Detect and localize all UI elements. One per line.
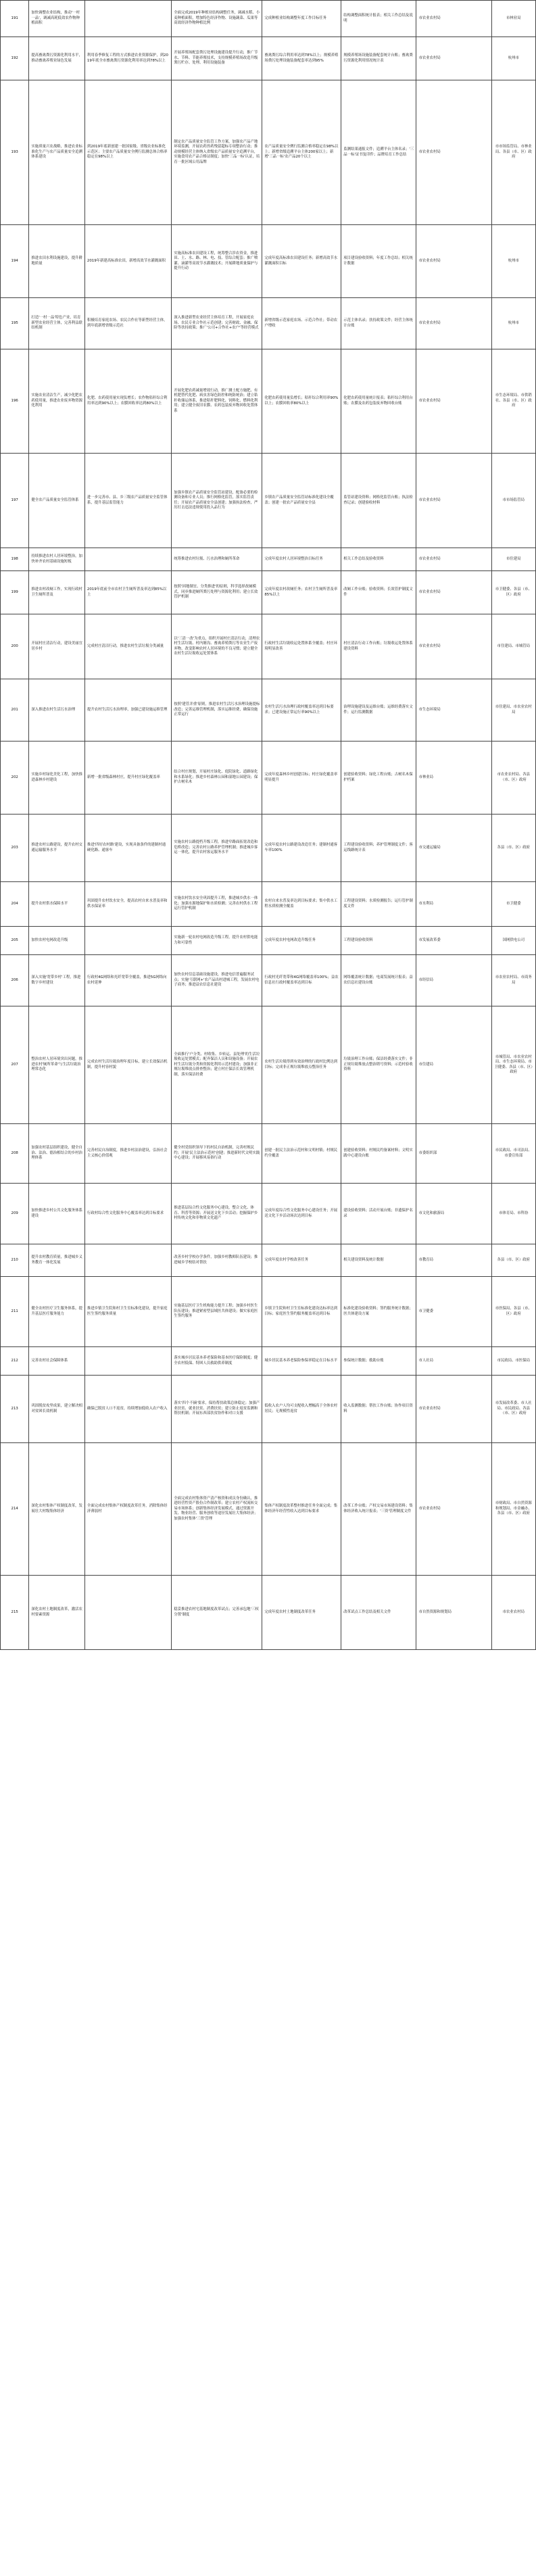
cell-goal: 完成年度农村学校改善任务 xyxy=(262,1244,341,1277)
cell-resp: 市卫健委、各县（市、区）政府 xyxy=(491,571,535,614)
cell-lead: 市交通运输局 xyxy=(416,815,491,882)
cell-acceptance: 相关工作总结及验收资料 xyxy=(341,548,416,571)
cell-goal: 低收入农户人均可支配收入增幅高于全体农村居民；无规模性返贫 xyxy=(262,1376,341,1443)
cell-goal: 完成年度高标准农田建设任务；新增高效节水灌溉面积目标 xyxy=(262,225,341,298)
cell-resp: 市医保局、各县（市、区）政府 xyxy=(491,1277,535,1347)
cell-task: 实施质量兴农战略，推进农业标准化生产与农产品质量安全追溯体系建设 xyxy=(29,80,85,225)
cell-lead: 市委组织部 xyxy=(416,1124,491,1184)
cell-no: 208 xyxy=(1,1124,29,1184)
table-row xyxy=(1,679,536,742)
cell-goal: 完成种植业结构调整年度工作目标任务 xyxy=(262,1,341,37)
cell-resp: 市体育局、市科协 xyxy=(491,1184,535,1244)
cell-goal: 行政村生活垃圾收运处置体系全覆盖；村庄环境明显改善 xyxy=(262,614,341,679)
cell-resp: 各县（市、区）政府 xyxy=(491,1244,535,1277)
cell-acceptance: 村庄清洁行动工作台账；垃圾收运处置体系建设资料 xyxy=(341,614,416,679)
cell-no: 215 xyxy=(1,1576,29,1650)
cell-goal: 完成年度农村改厕任务；农村卫生厕所普及率85%以上 xyxy=(262,571,341,614)
cell-acceptance: 改革工作台账；产权交易市场建设资料；集体经济收入统计报表；'三资'管理制度文件 xyxy=(341,1443,416,1576)
cell-target: 推进乡镇卫生院和村卫生室标准化建设，提升家庭医生签约服务质量 xyxy=(84,1277,171,1347)
table-row xyxy=(1,37,536,80)
cell-task: 提升农村教育质量，推进城乡义务教育一体化发展 xyxy=(29,1244,85,1277)
cell-resp: 市卫健委 xyxy=(491,882,535,927)
cell-resp: 市农业农村局、市商务局 xyxy=(491,955,535,1006)
cell-task: 推进农村改厕工作，实现行政村卫生厕所普及 xyxy=(29,571,85,614)
cell-resp: 杭州市 xyxy=(491,298,535,349)
table-row xyxy=(1,454,536,548)
cell-target xyxy=(84,1,171,37)
cell-target xyxy=(84,1347,171,1376)
cell-acceptance: 建设验收资料；活动开展台账；非遗保护名录 xyxy=(341,1184,416,1244)
cell-task: 加快农村电网改造升级 xyxy=(29,927,85,955)
cell-task: 加强农村基层组织建设，健全自治、法治、德治相结合的乡村治理体系 xyxy=(29,1124,85,1184)
table-row xyxy=(1,1244,536,1277)
cell-goal: 化肥农药使用量负增长；秸秆综合利用率90%以上；农膜回收率80%以上 xyxy=(262,349,341,454)
cell-lead: 市发展改革委 xyxy=(416,927,491,955)
cell-goal: 完成年度农村人居环境整治目标任务 xyxy=(262,548,341,571)
cell-resp: 杭州市 xyxy=(491,225,535,298)
cell-measures: 加强乡镇农产品质量安全监管站建设，配备必要的检测设备和专业人员；推行网格化监管，落实监管责任；开展农产品质量安全县创建；加强执法检查，严厉打击违法违规使用投入品行为 xyxy=(172,454,262,548)
cell-target: 巩固提升农村饮水安全，提高农村自来水普及率和供水保证率 xyxy=(84,882,171,927)
cell-acceptance: 监测结果通报文件；追溯平台主体名录；'三品一标'证书复印件；品牌培育工作总结 xyxy=(341,80,416,225)
cell-no: 195 xyxy=(1,298,29,349)
cell-task: 提高畜禽粪污资源化利用水平，推动畜禽养殖业绿色发展 xyxy=(29,37,85,80)
cell-measures: 实施农村饮水安全巩固提升工程，推进城乡供水一体化；加强水源地保护和水质检测；完善农村供水工程运行管护机制 xyxy=(172,882,262,927)
table-row xyxy=(1,225,536,298)
cell-acceptance: 规模养殖场设施装备配套统计台账；畜禽粪污资源化利用情况统计表 xyxy=(341,37,416,80)
cell-acceptance: 项目建设验收资料；年度工作总结；相关统计数据 xyxy=(341,225,416,298)
cell-target: 提升农村生活污水治理率，加强已建设施运维管理 xyxy=(84,679,171,742)
table-row xyxy=(1,1576,536,1650)
cell-measures: 改善乡村学校办学条件，加强乡村教师队伍建设；推进城乡学校结对帮扶 xyxy=(172,1244,262,1277)
cell-no: 199 xyxy=(1,571,29,614)
cell-measures: 实施新一轮农村电网改造升级工程，提升农村供电能力和可靠性 xyxy=(172,927,262,955)
cell-measures: 实施基层医疗卫生机构能力提升工程；加强乡村医生队伍建设；推进紧密型县域医共体建设；做实家庭医生签约服务 xyxy=(172,1277,262,1347)
cell-no: 194 xyxy=(1,225,29,298)
cell-no: 207 xyxy=(1,1006,29,1124)
cell-resp: 市发展改革委、市人社局、市民政局、各县（市、区）政府 xyxy=(491,1376,535,1443)
cell-measures: 按照'建管并重'原则，推进农村生活污水治理设施提标改造；完善运维管理机制，落实运维经费，确保设施正常运行 xyxy=(172,679,262,742)
cell-task: 实施农业清洁生产，减少化肥农药使用量，推进农业废弃物资源化利用 xyxy=(29,349,85,454)
table-row xyxy=(1,1277,536,1347)
cell-measures: 稳妥推进农村宅基地制度改革试点；完善承包地'三权分置'制度 xyxy=(172,1576,262,1650)
cell-resp: 市生态环境局、市供销社、各县（市、区）政府 xyxy=(491,349,535,454)
cell-resp: 市农业农村局、各县（市、区）政府 xyxy=(491,742,535,815)
cell-task: 健全农产品质量安全监管体系 xyxy=(29,454,85,548)
cell-target: 化肥、农药使用量实现负增长；农作物秸秆综合利用率达到90%以上；农膜回收率达到80%以上 xyxy=(84,349,171,454)
cell-measures: 实施农村公路提档升级工程，推进窄路面拓宽改造和危桥改造；完善农村公路养护管理机制；推进城乡客运一体化，提升农村客运服务水平 xyxy=(172,815,262,882)
cell-target: 完善村民自治制度，推进乡村法治建设，弘扬社会主义核心价值观 xyxy=(84,1124,171,1184)
cell-no: 211 xyxy=(1,1277,29,1347)
cell-lead: 市经信局 xyxy=(416,955,491,1006)
cell-task: 实施乡村绿化美化工程，加快推进森林乡村建设 xyxy=(29,742,85,815)
cell-no: 191 xyxy=(1,1,29,37)
cell-lead: 市教育局 xyxy=(416,1244,491,1277)
cell-no: 204 xyxy=(1,882,29,927)
table-row xyxy=(1,1347,536,1376)
table-row xyxy=(1,349,536,454)
cell-resp: 市财政局、市自然资源和规划局、市金融办、各县（市、区）政府 xyxy=(491,1443,535,1576)
cell-lead: 市农业农村局 xyxy=(416,1376,491,1443)
cell-resp: 市民政局、市司法局、市委宣传部 xyxy=(491,1124,535,1184)
cell-acceptance: 相关建设资料及统计数据 xyxy=(341,1244,416,1277)
cell-task: 打造'一村一品'特色产业，培育新型农业经营主体，完善利益联结机制 xyxy=(29,298,85,349)
cell-no: 214 xyxy=(1,1443,29,1576)
cell-no: 196 xyxy=(1,349,29,454)
cell-lead: 市农业农村局 xyxy=(416,37,491,80)
cell-resp: 市农业农村局 xyxy=(491,1576,535,1650)
cell-measures: 制定农产品质量安全监管工作方案，加强农产品产地环境监测，开展农药兽药残留超标专项整治行动；推动规模经营主体纳入省级农产品质量安全追溯平台，实施食用农产品合格证制度；加快'三品一标'认证，培育一批区域公用品牌 xyxy=(172,80,262,225)
cell-goal: 新增省级示范家庭农场、示范合作社；带动农户增收 xyxy=(262,298,341,349)
table-row xyxy=(1,1443,536,1576)
cell-target: 利用春季修复工程的方式推进农业资源保护，到2019年底全市畜禽粪污资源化利用率达到78%以上 xyxy=(84,37,171,80)
cell-lead: 市水利局 xyxy=(416,882,491,927)
cell-goal: 行政村光纤宽带和4G网络覆盖率100%；益农信息社行政村覆盖率达到目标 xyxy=(262,955,341,1006)
cell-target xyxy=(84,1576,171,1650)
cell-goal: 农村自来水普及率达到目标要求；集中供水工程水质检测全覆盖 xyxy=(262,882,341,927)
cell-lead: 市农业农村局 xyxy=(416,614,491,679)
cell-resp: 国网供电公司 xyxy=(491,927,535,955)
cell-measures: 健全村党组织领导下的村民自治机制，完善村规民约；开展'民主法治示范村'创建；推进新时代文明实践中心建设；开展移风易俗行动 xyxy=(172,1124,262,1184)
cell-task: 深入推进农村生活污水治理 xyxy=(29,679,85,742)
cell-measures: 深入推进新型农业经营主体培育工程，开展家庭农场、农民专业合作社示范创建；完善财政、金融、保险等扶持政策；推广'公司+合作社+农户'等经营模式 xyxy=(172,298,262,349)
cell-target: 全面完成农村集体产权制度改革任务，消除集体经济薄弱村 xyxy=(84,1443,171,1576)
cell-lead: 市生态环境局 xyxy=(416,679,491,742)
cell-acceptance: 示范主体名录；扶持政策文件；经营主体统计台账 xyxy=(341,298,416,349)
cell-target xyxy=(84,1244,171,1277)
table-row xyxy=(1,1184,536,1244)
cell-no: 206 xyxy=(1,955,29,1006)
table-row xyxy=(1,1,536,37)
cell-task: 健全农村医疗卫生服务体系，提升基层医疗服务能力 xyxy=(29,1277,85,1347)
cell-resp: 市市场监管局 xyxy=(491,454,535,548)
cell-measures: 按照'因地制宜、分类推进'的原则，科学选择改厕模式，同步推进厕所粪污处理与资源化利用；建立长效管护机制 xyxy=(172,571,262,614)
table-row xyxy=(1,742,536,815)
cell-lead: 市农业农村局 xyxy=(416,298,491,349)
table-row xyxy=(1,80,536,225)
cell-lead: 市自然资源和规划局 xyxy=(416,1576,491,1650)
cell-lead: 市卫健委 xyxy=(416,1277,491,1347)
cell-goal: 完成年度综合性文化服务中心建设任务；开展送文化下乡活动场次达到目标 xyxy=(262,1184,341,1244)
cell-target: 完成村庄清洁行动，推进农村生活垃圾分类减量 xyxy=(84,614,171,679)
cell-lead: 市农业农村局 xyxy=(416,1443,491,1576)
cell-measures: 落实'四个不摘'要求，保持帮扶政策总体稳定；加强产业扶贫、就业扶贫、消费扶贫；建立防止返贫监测和帮扶机制；开展东西部扶贫协作和对口支援 xyxy=(172,1376,262,1443)
cell-resp: 市市场监管局、市林业局、各县（市、区）政府 xyxy=(491,80,535,225)
cell-lead: 市农业农村局 xyxy=(416,225,491,298)
cell-acceptance: 网络覆盖统计数据；电商发展统计报表；益农信息社建设台账 xyxy=(341,955,416,1006)
cell-no: 197 xyxy=(1,454,29,548)
cell-goal: 农村生活垃圾得到有效治理的行政村比例达到目标；完成非正规垃圾堆放点整治任务 xyxy=(262,1006,341,1124)
cell-task: 提升农村供水保障水平 xyxy=(29,882,85,927)
cell-acceptance: 监管站建设资料；网格化监管台账；执法检查记录；创建验收材料 xyxy=(341,454,416,548)
table-row xyxy=(1,548,536,571)
cell-no: 209 xyxy=(1,1184,29,1244)
cell-no: 213 xyxy=(1,1376,29,1443)
cell-task: 深化农村土地制度改革，激活农村要素资源 xyxy=(29,1576,85,1650)
table-row xyxy=(1,927,536,955)
cell-measures: 实施高标准农田建设工程，统筹整合涉农资金，推进田、土、水、路、林、电、技、管综合配套；推广喷灌、滴灌等高效节水灌溉技术；开展耕地质量保护与提升行动 xyxy=(172,225,262,298)
cell-resp: 市住建局 xyxy=(491,548,535,571)
cell-no: 203 xyxy=(1,815,29,882)
cell-lead: 市文化和旅游局 xyxy=(416,1184,491,1244)
table-row xyxy=(1,298,536,349)
table-row xyxy=(1,614,536,679)
cell-no: 193 xyxy=(1,80,29,225)
cell-lead: 市农业农村局 xyxy=(416,548,491,571)
cell-measures: 推进基层综合性文化服务中心建设，整合文化、体育、科普等资源；开展送文化下乡活动；挖掘保护乡村传统文化和非物质文化遗产 xyxy=(172,1184,262,1244)
cell-target: 确保已脱贫人口不返贫，持续增加低收入农户收入 xyxy=(84,1376,171,1443)
cell-task: 加快推进乡村公共文化服务体系建设 xyxy=(29,1184,85,1244)
cell-target: 完成农村生活垃圾治理年度目标，建立长效保洁机制，提升村容村貌 xyxy=(84,1006,171,1124)
cell-resp: 市住建局、市城管局 xyxy=(491,614,535,679)
cell-acceptance: 化肥农药使用量统计报表；秸秆综合利用台账；农膜及农药包装废弃物回收台账 xyxy=(341,349,416,454)
cell-lead: 市农业农村局 xyxy=(416,454,491,548)
cell-measures: 开展养殖场配套粪污处理设施建设提升行动，推广节水、节料、节能养殖技术，支持规模养殖场改造升级粪污贮存、处理、利用设施装备 xyxy=(172,37,262,80)
cell-goal: 创建一批民主法治示范村和文明村镇；村规民约全覆盖 xyxy=(262,1124,341,1184)
cell-no: 201 xyxy=(1,679,29,742)
table-row xyxy=(1,882,536,927)
cell-lead: 市农业农村局 xyxy=(416,571,491,614)
cell-goal: 农产品质量安全例行监测合格率稳定在98%以上；新增省级追溯平台主体200家以上；新增'三品一标'农产品20个以上 xyxy=(262,80,341,225)
cell-target: 积极培育家庭农场、农民合作社等新型经营主体，到年底新增省级示范社 xyxy=(84,298,171,349)
cell-goal: 完成年度农村电网改造升级任务 xyxy=(262,927,341,955)
cell-measures: 全面完成农村集体资产清产核资和成员身份确认，推进经营性资产股份合作制改革；建立农村产权流转交易市场体系；创新集体经济发展模式，通过资源开发、物业经营、服务创收等途径发展壮大集体经济；加强农村集体'三资'管理 xyxy=(172,1443,262,1576)
cell-lead: 市住建局 xyxy=(416,1006,491,1124)
cell-measures: 落实城乡居民基本养老保险和基本医疗保险制度；健全农村低保、特困人员救助供养制度 xyxy=(172,1347,262,1376)
cell-target xyxy=(84,548,171,571)
cell-measures: 开展化肥农药减量增效行动，推广测土配方施肥、有机肥替代化肥、病虫害绿色防控和统防统治；建立秸秆收储运体系，推进秸秆肥料化、饲料化、燃料化利用；建立健全废旧农膜、农药包装废弃物回收处置体系 xyxy=(172,349,262,454)
cell-lead: 市林业局 xyxy=(416,742,491,815)
cell-task: 推进农村公路建设，提升农村交通运输服务水平 xyxy=(29,815,85,882)
cell-target: 行政村综合性文化服务中心覆盖率达到目标要求 xyxy=(84,1184,171,1244)
cell-no: 198 xyxy=(1,548,29,571)
table-row xyxy=(1,571,536,614)
cell-acceptance: 创建验收资料；绿化工程台账；古树名木保护档案 xyxy=(341,742,416,815)
cell-task: 巩固脱贫攻坚成果，建立解决相对贫困长效机制 xyxy=(29,1376,85,1443)
cell-target: 进一步完善市、县、乡三级农产品质量安全监管体系，提升基层监管能力 xyxy=(84,454,171,548)
cell-goal: 完成年度森林乡村创建目标；村庄绿化覆盖率明显提升 xyxy=(262,742,341,815)
cell-target: 新增一批省级森林村庄，提升村庄绿化覆盖率 xyxy=(84,742,171,815)
cell-resp: 市城管局、市农业农村局、市生态环境局、市卫健委、各县（市、区）政府 xyxy=(491,1006,535,1124)
cell-lead: 市农业农村局 xyxy=(416,1,491,37)
cell-task: 深入实施'宽带乡村'工程，推进数字乡村建设 xyxy=(29,955,85,1006)
cell-target: 2019年底前全市农村卫生厕所普及率达到85%以上 xyxy=(84,571,171,614)
cell-resp: 市林业局 xyxy=(491,1,535,37)
table-row xyxy=(1,1376,536,1443)
cell-lead: 市农业农村局 xyxy=(416,349,491,454)
cell-target: 2019年新建高标准农田，新增高效节水灌溉面积 xyxy=(84,225,171,298)
cell-acceptance: 创建验收资料；村规民约备案材料；文明实践中心建设台账 xyxy=(341,1124,416,1184)
table-row xyxy=(1,815,536,882)
cell-goal: 农村生活污水治理行政村覆盖率达到目标要求；已建设施正常运行率90%以上 xyxy=(262,679,341,742)
cell-acceptance: 改革试点工作总结及相关文件 xyxy=(341,1576,416,1650)
cell-acceptance: 标准化建设验收资料；签约服务统计数据；医共体建设方案 xyxy=(341,1277,416,1347)
cell-resp: 各县（市、区）政府 xyxy=(491,815,535,882)
cell-target: 到2019年底新创建一批国家级、省级农业标准化示范区；主要农产品质量安全例行监测总体合格率稳定在98%以上 xyxy=(84,80,171,225)
cell-goal: 集体产权制度改革整村推进任务全面完成；集体经济年经营性收入达到目标要求 xyxy=(262,1443,341,1576)
cell-target: 推进'四好农村路'建设，实现具备条件的建制村通硬化路、通客车 xyxy=(84,815,171,882)
cell-measures: 以'三清一改'为重点，组织开展村庄清洁行动，清理农村生活垃圾、村内塘沟、畜禽养殖粪污等农业生产废弃物，改变影响农村人居环境的不良习惯；建立健全农村生活垃圾收运处置体系 xyxy=(172,614,262,679)
cell-no: 202 xyxy=(1,742,29,815)
cell-acceptance: 改厕工作台账；验收资料；长效管护制度文件 xyxy=(341,571,416,614)
cell-goal: 乡镇卫生院和村卫生室标准化建设达标率达到目标；家庭医生签约服务覆盖率达到目标 xyxy=(262,1277,341,1347)
cell-acceptance: 工程建设验收资料；养护管理制度文件；客运线路统计表 xyxy=(341,815,416,882)
cell-goal: 乡镇农产品质量安全监管站标准化建设全覆盖；创建一批农产品质量安全县 xyxy=(262,454,341,548)
cell-goal: 城乡居民基本养老保险参保率稳定在目标水平 xyxy=(262,1347,341,1376)
cell-no: 205 xyxy=(1,927,29,955)
cell-measures: 结合村庄规划，开展村庄绿化、庭院绿化、道路绿化和水系绿化；推进乡村森林公园和湿地公园建设；保护古树名木 xyxy=(172,742,262,815)
cell-measures: 加快农村信息基础设施建设，推进电信普遍服务试点；实施'互联网+'农产品出村进城工程，发展农村电子商务；推进益农信息社建设 xyxy=(172,955,262,1006)
cell-goal: 畜禽粪污综合利用率达到78%以上；规模养殖场粪污处理设施装备配套率达到95% xyxy=(262,37,341,80)
cell-acceptance: 治理设施建设及运维台账；运维经费落实文件；运行监测数据 xyxy=(341,679,416,742)
cell-resp: 市住建局、市农业农村局 xyxy=(491,679,535,742)
table-row xyxy=(1,955,536,1006)
table-row xyxy=(1,1006,536,1124)
cell-goal: 完成年度农村土地制度改革任务 xyxy=(262,1576,341,1650)
cell-acceptance: 工程建设验收资料 xyxy=(341,927,416,955)
cell-no: 192 xyxy=(1,37,29,80)
cell-no: 200 xyxy=(1,614,29,679)
cell-no: 210 xyxy=(1,1244,29,1277)
cell-acceptance: 结构调整面积统计报表；相关工作总结及说明 xyxy=(341,1,416,37)
cell-target xyxy=(84,927,171,955)
cell-measures: 全面完成2019年种植业结构调整任务，调减水稻、小麦种植面积，增加特色经济作物、设施蔬菜、瓜果等高效经济作物种植比例 xyxy=(172,1,262,37)
cell-task: 持续推进农村人居环境整治，加快补齐农村基础设施短板 xyxy=(29,548,85,571)
cell-task: 深化农村集体产权制度改革，发展壮大村级集体经济 xyxy=(29,1443,85,1576)
cell-resp: 市民政局、市医保局 xyxy=(491,1347,535,1376)
cell-target: 行政村4G网络和光纤宽带全覆盖，推进5G网络向农村延伸 xyxy=(84,955,171,1006)
cell-no: 212 xyxy=(1,1347,29,1376)
cell-task: 推进农田水利设施建设，提升耕地质量 xyxy=(29,225,85,298)
cell-measures: 全面推行'户分类、村收集、乡转运、县处理'的生活垃圾收运处置模式；配齐保洁人员和设施设备；开展农村生活垃圾分类和资源化利用示范村建设；加强非正规垃圾堆放点排查整治；建立村庄保洁长效管理机制，落实保洁经费 xyxy=(172,1006,262,1124)
cell-acceptance: 收入监测数据；帮扶工作台账；协作项目资料 xyxy=(341,1376,416,1443)
cell-acceptance: 垃圾治理工作台账；保洁经费落实文件；非正规垃圾堆放点整治销号资料；示范村验收资料 xyxy=(341,1006,416,1124)
cell-goal: 完成年度农村公路建设改造任务；建制村通客车率100% xyxy=(262,815,341,882)
cell-task: 加快调整农业结构，推动'一村一品'，调减高耗低效农作物种植面积 xyxy=(29,1,85,37)
cell-resp: 杭州市 xyxy=(491,37,535,80)
cell-task: 开展村庄清洁行动，建设美丽宜居乡村 xyxy=(29,614,85,679)
cell-measures: 统筹推进农村垃圾、污水治理和厕所革命 xyxy=(172,548,262,571)
cell-task: 完善农村社会保障体系 xyxy=(29,1347,85,1376)
cell-lead: 市人社局 xyxy=(416,1347,491,1376)
cell-acceptance: 工程建设资料；水质检测报告；运行管护制度文件 xyxy=(341,882,416,927)
task-table-body xyxy=(1,1,536,1650)
cell-lead: 市农业农村局 xyxy=(416,80,491,225)
cell-acceptance: 参保统计数据；救助台账 xyxy=(341,1347,416,1376)
table-row xyxy=(1,1124,536,1184)
cell-task: 整治农村人居环境突出问题，推进农村'厕所革命'与生活垃圾治理常态化 xyxy=(29,1006,85,1124)
